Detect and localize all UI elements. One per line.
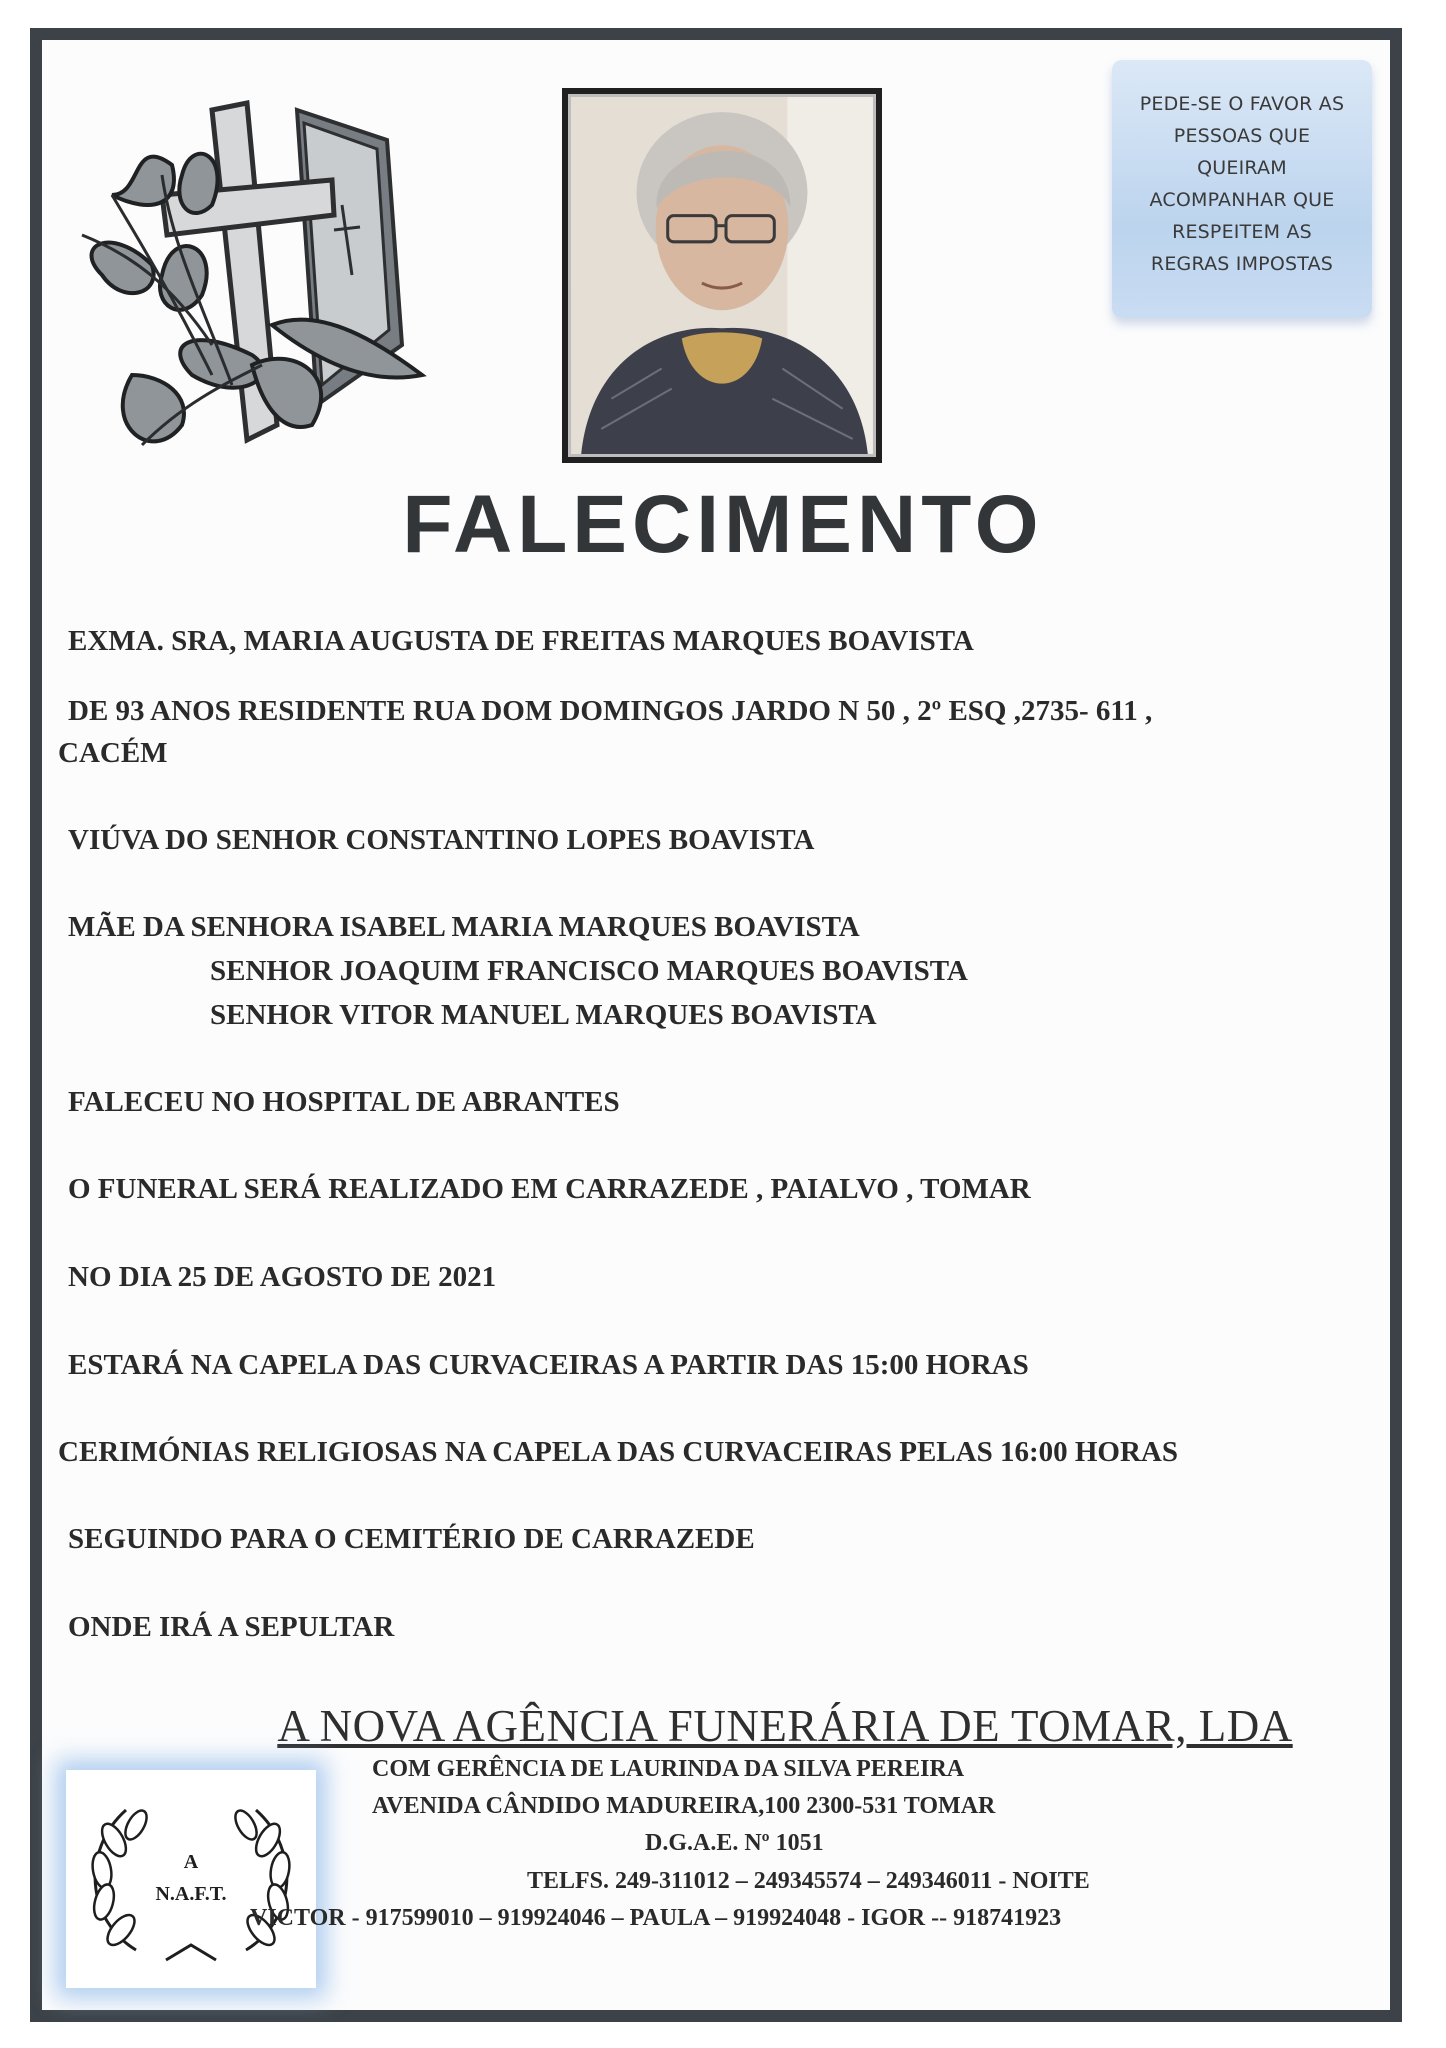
chapel-time: ESTARÁ NA CAPELA DAS CURVACEIRAS A PARTIR DAS 15:00 HORAS xyxy=(68,1349,1029,1381)
agency-management: COM GERÊNCIA DE LAURINDA DA SILVA PEREIRA xyxy=(372,1756,965,1782)
notice-box xyxy=(1112,60,1372,318)
agency-address: AVENIDA CÂNDIDO MADUREIRA,100 2300-531 TOMAR xyxy=(372,1793,996,1819)
agency-logo xyxy=(66,1770,316,1988)
cemetery: SEGUINDO PARA O CEMITÉRIO DE CARRAZEDE xyxy=(68,1523,755,1555)
funeral-date: NO DIA 25 DE AGOSTO DE 2021 xyxy=(68,1261,497,1293)
died-at: FALECEU NO HOSPITAL DE ABRANTES xyxy=(68,1086,620,1118)
address-city: CACÉM xyxy=(58,737,168,769)
logo-letter: A xyxy=(183,1851,199,1873)
widow-of: VIÚVA DO SENHOR CONSTANTINO LOPES BOAVISTA xyxy=(68,824,815,856)
funeral-location: O FUNERAL SERÁ REALIZADO EM CARRAZEDE , PAIALVO , TOMAR xyxy=(68,1173,1031,1205)
agency-license: D.G.A.E. Nº 1051 xyxy=(645,1830,824,1856)
cross-lily-illustration xyxy=(42,45,462,495)
agency-phones: TELFS. 249-311012 – 249345574 – 249346011 - NOITE xyxy=(527,1868,1090,1894)
burial: ONDE IRÁ A SEPULTAR xyxy=(68,1611,395,1643)
age-address: DE 93 ANOS RESIDENTE RUA DOM DOMINGOS JARDO N 50 , 2º ESQ ,2735- 611 , xyxy=(68,695,1153,727)
notice-text: PEDE-SE O FAVOR AS PESSOAS QUE QUEIRAM ACOMPANHAR QUE RESPEITEM AS REGRAS IMPOSTAS xyxy=(1139,93,1345,275)
agency-name: A NOVA AGÊNCIA FUNERÁRIA DE TOMAR, LDA xyxy=(277,1701,1293,1751)
laurel-wreath-icon xyxy=(66,1770,316,1988)
page-title: FALECIMENTO xyxy=(402,479,1044,570)
logo-abbrev: N.A.F.T. xyxy=(155,1883,227,1905)
mother-of: MÃE DA SENHORA ISABEL MARIA MARQUES BOAVISTA xyxy=(68,911,860,943)
child-2: SENHOR JOAQUIM FRANCISCO MARQUES BOAVISTA xyxy=(210,955,968,987)
deceased-name: EXMA. SRA, MARIA AUGUSTA DE FREITAS MARQUES BOAVISTA xyxy=(68,625,974,657)
portrait-photo xyxy=(562,88,882,463)
child-3: SENHOR VITOR MANUEL MARQUES BOAVISTA xyxy=(210,999,877,1031)
ceremonies: CERIMÓNIAS RELIGIOSAS NA CAPELA DAS CURVACEIRAS PELAS 16:00 HORAS xyxy=(58,1436,1178,1468)
portrait-image xyxy=(571,97,873,454)
agency-night-phones: VICTOR - 917599010 – 919924046 – PAULA – 919924048 - IGOR -- 918741923 xyxy=(250,1905,1062,1931)
